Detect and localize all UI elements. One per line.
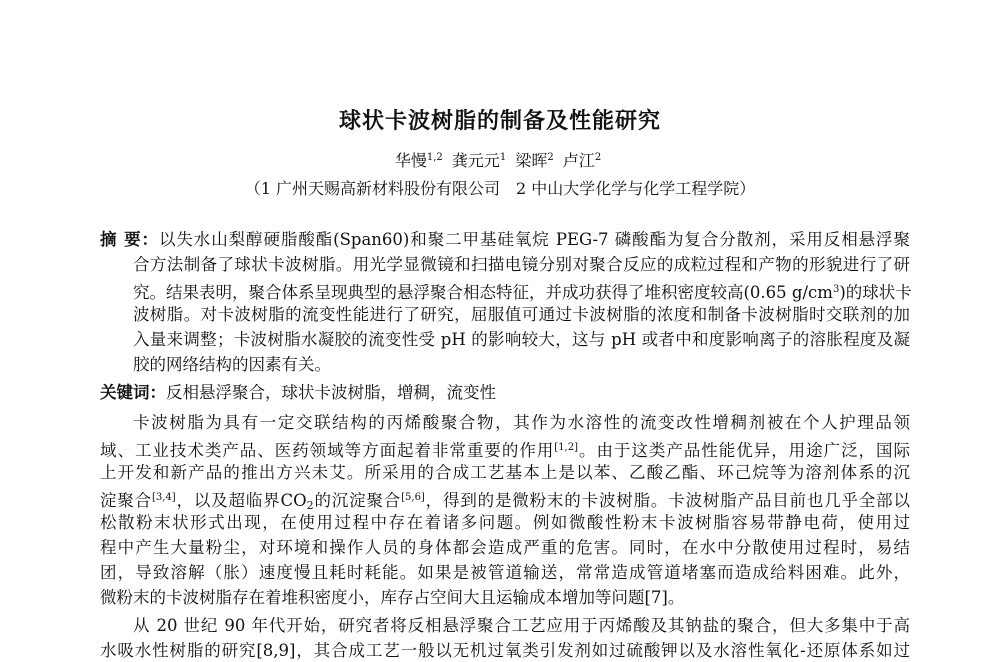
abstract-line: 波树脂。对卡波树脂的流变性能进行了研究，屈服值可通过卡波树脂的浓度和制备卡波树脂时交联剂的加 [133,305,910,324]
citation: [3,4] [151,492,176,503]
body-line: 淀聚合[3,4]，以及超临界$CO_2$的沉淀聚合[5,6]，得到的是微粉末的卡波树脂。卡波树脂产品目前也几乎全部以 [100,491,911,512]
abstract-line: 合方法制备了球状卡波树脂。用光学显微镜和扫描电镜分别对聚合反应的成粒过程和产物的形貌进行了研 [133,255,910,274]
author-name: 卢江 [562,151,595,170]
author-affiliation-mark: 2 [594,152,602,163]
author-name: 龚元元 [451,151,500,170]
keywords-line [100,382,910,404]
author-affiliation-mark: 1 [499,152,507,163]
body-line: 程中产生大量粉尘，对环境和操作人员的身体都会造成严重的危害。同时，在水中分散使用过程时，易结 [100,538,910,557]
body-line: 松散粉末状形式出现，在使用过程中存在着诸多问题。例如微酸性粉末卡波树脂容易带静电荷，使用过 [100,513,910,532]
author-name: 梁晖 [515,151,548,170]
abstract-line: 摘 要：以失水山梨醇硬脂酸酯(Span60)和聚二甲基硅氧烷 PEG-7 磷酸酯为复合分散剂，采用反相悬浮聚 [100,230,910,249]
body-line: 从 20 世纪 90 年代开始，研究者将反相悬浮聚合工艺应用于丙烯酸及其钠盐的聚合，但大多集中于高 [133,616,910,635]
author-name: 华慢 [394,151,427,170]
author-affiliation-mark: 2 [547,152,554,163]
abstract-line: 究。结果表明，聚合体系呈现典型的悬浮聚合相态特征，并成功获得了堆积密度较高(0.65 $g/cm^3$)的球状卡 [133,283,912,302]
body-line: 域、工业技术类产品、医药领域等方面起着非常重要的作用[1,2]。由于这类产品性能优异，用途广泛，国际 [100,441,911,460]
body-line: 团，导致溶解（胀）速度慢且耗时耗能。如果是被管道输送，常常造成管道堵塞而造成给料困难。此外， [100,563,910,582]
affiliation: （1 广州天赐高新材料股份有限公司 2 中山大学化学与化学工程学院） [244,179,756,198]
body-line: 上开发和新产品的推出方兴未艾。所采用的合成工艺基本上是以苯、乙酸乙酯、环己烷等为溶剂体系的沉 [100,463,910,482]
author-list [0,148,1000,171]
keywords-text: 反相悬浮聚合，球状卡波树脂，增稠，流变性 [166,383,496,402]
keywords-label: 关键词： [100,383,166,402]
abstract-label: 摘 要： [100,230,159,249]
citation: [5,6] [401,492,425,503]
abstract-line: 入量来调整；卡波树脂水凝胶的流变性受 pH 的影响较大，这与 pH 或者中和度影响离子的溶胀程度及凝 [133,330,910,349]
author-affiliation-mark: 1,2 [426,152,443,163]
abstract-line: 胶的网络结构的因素有关。 [133,355,331,374]
body-line: 微粉末的卡波树脂存在着堆积密度小，库存占空间大且运输成本增加等问题[7]。 [100,588,685,607]
citation: [1,2] [554,442,579,453]
body-line: 水吸水性树脂的研究[8,9]，其合成工艺一般以无机过氧类引发剂如过硫酸钾以及水溶性氧化-还原体系如过 [100,641,910,660]
body-line: 卡波树脂为具有一定交联结构的丙烯酸聚合物，其作为水溶性的流变改性增稠剂被在个人护理品领 [133,413,910,432]
paper-title: 球状卡波树脂的制备及性能研究 [338,109,661,134]
